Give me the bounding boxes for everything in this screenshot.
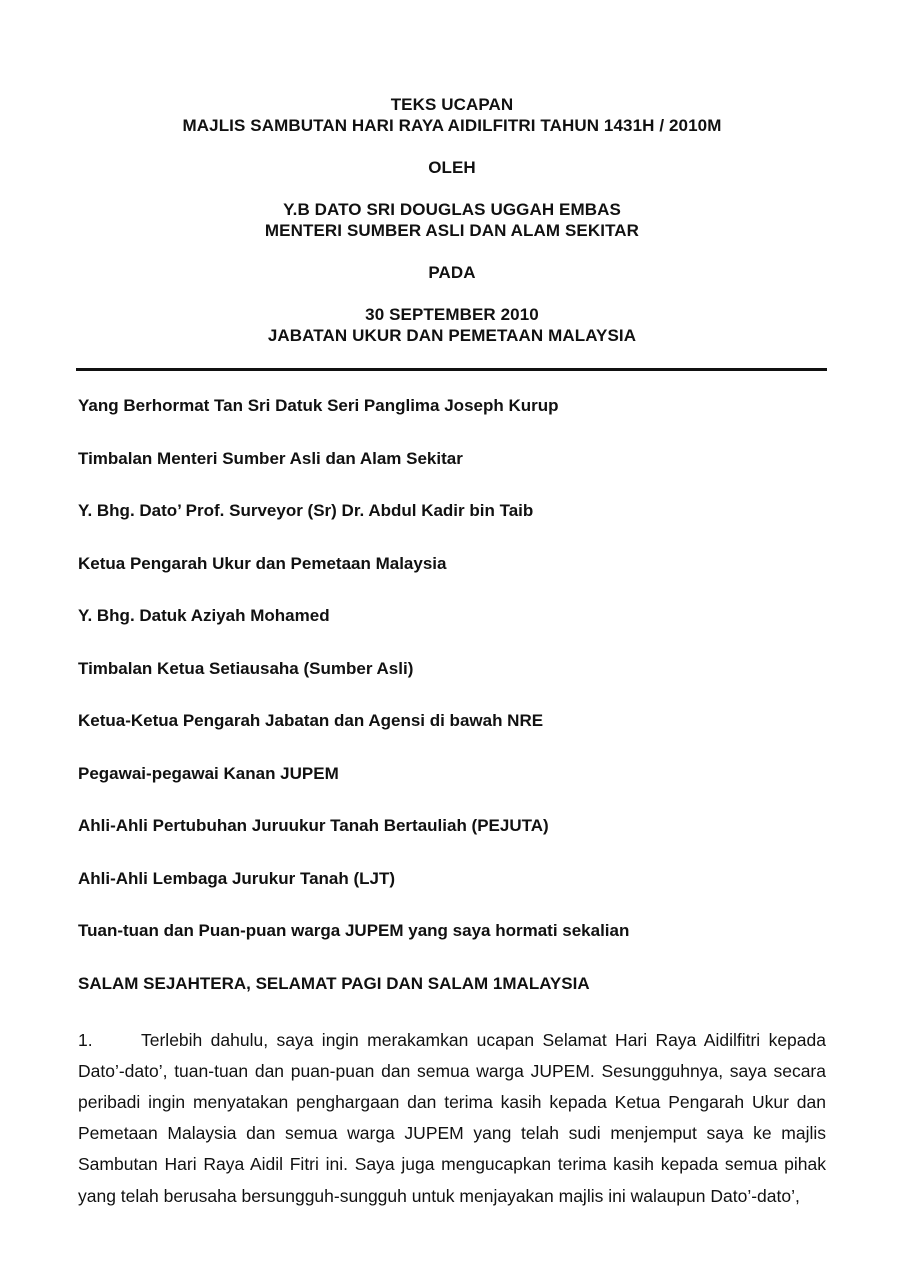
header-spacer <box>78 136 826 157</box>
greeting-line: SALAM SEJAHTERA, SELAMAT PAGI DAN SALAM 1MALAYSIA <box>78 973 590 993</box>
salutation-line: Timbalan Menteri Sumber Asli dan Alam Sekitar <box>78 448 463 468</box>
on-label: PADA <box>428 263 476 282</box>
salutation-line: Ahli-Ahli Lembaga Jurukur Tanah (LJT) <box>78 868 396 888</box>
salutation-line: Yang Berhormat Tan Sri Datuk Seri Panglima Joseph Kurup <box>78 396 559 415</box>
event-date: 30 SEPTEMBER 2010 <box>365 305 539 324</box>
paragraph-1 <box>78 1025 826 1212</box>
salutation-line: Ketua Pengarah Ukur dan Pemetaan Malaysia <box>78 553 447 573</box>
document-title-line1: TEKS UCAPAN <box>390 95 514 114</box>
document-title-line2: MAJLIS SAMBUTAN HARI RAYA AIDILFITRI TAHUN 1431H / 2010M <box>182 116 722 135</box>
salutation-line: Ketua-Ketua Pengarah Jabatan dan Agensi di bawah NRE <box>78 711 544 730</box>
header-spacer <box>78 178 826 199</box>
salutation-line: Timbalan Ketua Setiausaha (Sumber Asli) <box>78 658 414 678</box>
event-venue: JABATAN UKUR DAN PEMETAAN MALAYSIA <box>267 326 637 345</box>
salutation-line: Y. Bhg. Dato’ Prof. Surveyor (Sr) Dr. Abdul Kadir bin Taib <box>78 501 534 520</box>
paragraph-text: Terlebih dahulu, saya ingin merakamkan ucapan Selamat Hari Raya Aidilfitri kepada Dato’-dato’, tuan-tuan dan puan-puan dan semua warga JUPEM. Sesungguhnya, saya secara peribadi ingin menyatakan penghargaan dan terima kasih kepada Ketua Pengarah Ukur dan Pemetaan Malaysia dan semua warga JUPEM yang telah sudi menjemput saya ke majlis Sambutan Hari Raya Aidil Fitri ini. Saya juga mengucapkan terima kasih kepada semua pihak yang telah berusaha bersungguh-sungguh untuk menjayakan majlis ini walaupun Dato’-dato’, <box>78 1029 826 1206</box>
speaker-title: MENTERI SUMBER ASLI DAN ALAM SEKITAR <box>264 221 640 240</box>
header-spacer <box>78 241 826 262</box>
by-label: OLEH <box>428 158 476 177</box>
salutation-line: Pegawai-pegawai Kanan JUPEM <box>78 763 339 783</box>
salutation-line: Tuan-tuan dan Puan-puan warga JUPEM yang saya hormati sekalian <box>78 921 630 940</box>
salutation-list <box>78 395 826 994</box>
document-header <box>78 94 826 346</box>
header-divider-rule <box>76 368 827 371</box>
salutation-line: Y. Bhg. Datuk Aziyah Mohamed <box>78 606 330 625</box>
salutation-line: Ahli-Ahli Pertubuhan Juruukur Tanah Bertauliah (PEJUTA) <box>78 816 549 835</box>
speaker-name: Y.B DATO SRI DOUGLAS UGGAH EMBAS <box>283 200 621 219</box>
paragraph-number: 1. <box>78 1029 93 1050</box>
header-spacer <box>78 283 826 304</box>
